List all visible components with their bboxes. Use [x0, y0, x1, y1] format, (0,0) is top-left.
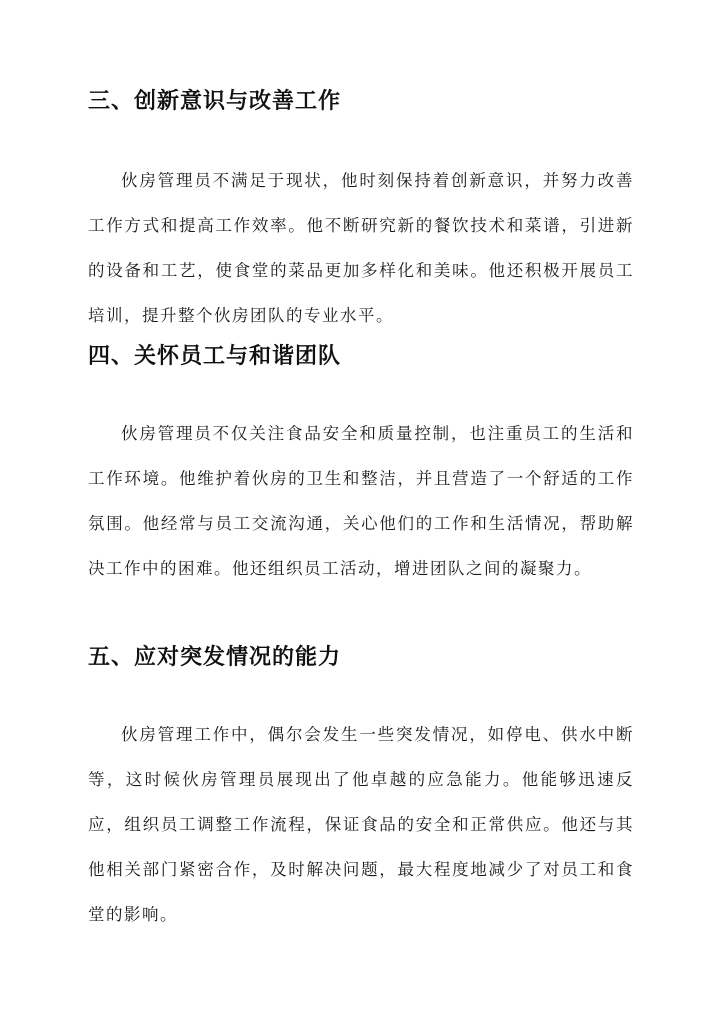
section-heading: 四、关怀员工与和谐团队 — [88, 343, 342, 369]
section-paragraph: 伙房管理员不仅关注食品安全和质量控制，也注重员工的生活和工作环境。他维护着伙房的卫生和整洁，并且营造了一个舒适的工作氛围。他经常与员工交流沟通，关心他们的工作和生活情况，帮助解决工作中的困难。他还组织员工活动，增进团队之间的凝聚力。 — [88, 424, 634, 578]
section-innovation — [88, 86, 634, 338]
section-paragraph: 伙房管理员不满足于现状，他时刻保持着创新意识，并努力改善工作方式和提高工作效率。他不断研究新的餐饮技术和菜谱，引进新的设备和工艺，使食堂的菜品更加多样化和美味。他还积极开展员工培训，提升整个伙房团队的专业水平。 — [88, 171, 634, 325]
section-heading: 三、创新意识与改善工作 — [88, 88, 342, 114]
section-care-employees — [88, 341, 634, 591]
section-paragraph: 伙房管理工作中，偶尔会发生一些突发情况，如停电、供水中断等，这时候伙房管理员展现出了他卓越的应急能力。他能够迅速反应，组织员工调整工作流程，保证食品的安全和正常供应。他还与其他相关部门紧密合作，及时解决问题，最大程度地减少了对员工和食堂的影响。 — [88, 725, 634, 924]
section-heading: 五、应对突发情况的能力 — [88, 644, 342, 670]
section-emergency-response — [88, 642, 634, 937]
